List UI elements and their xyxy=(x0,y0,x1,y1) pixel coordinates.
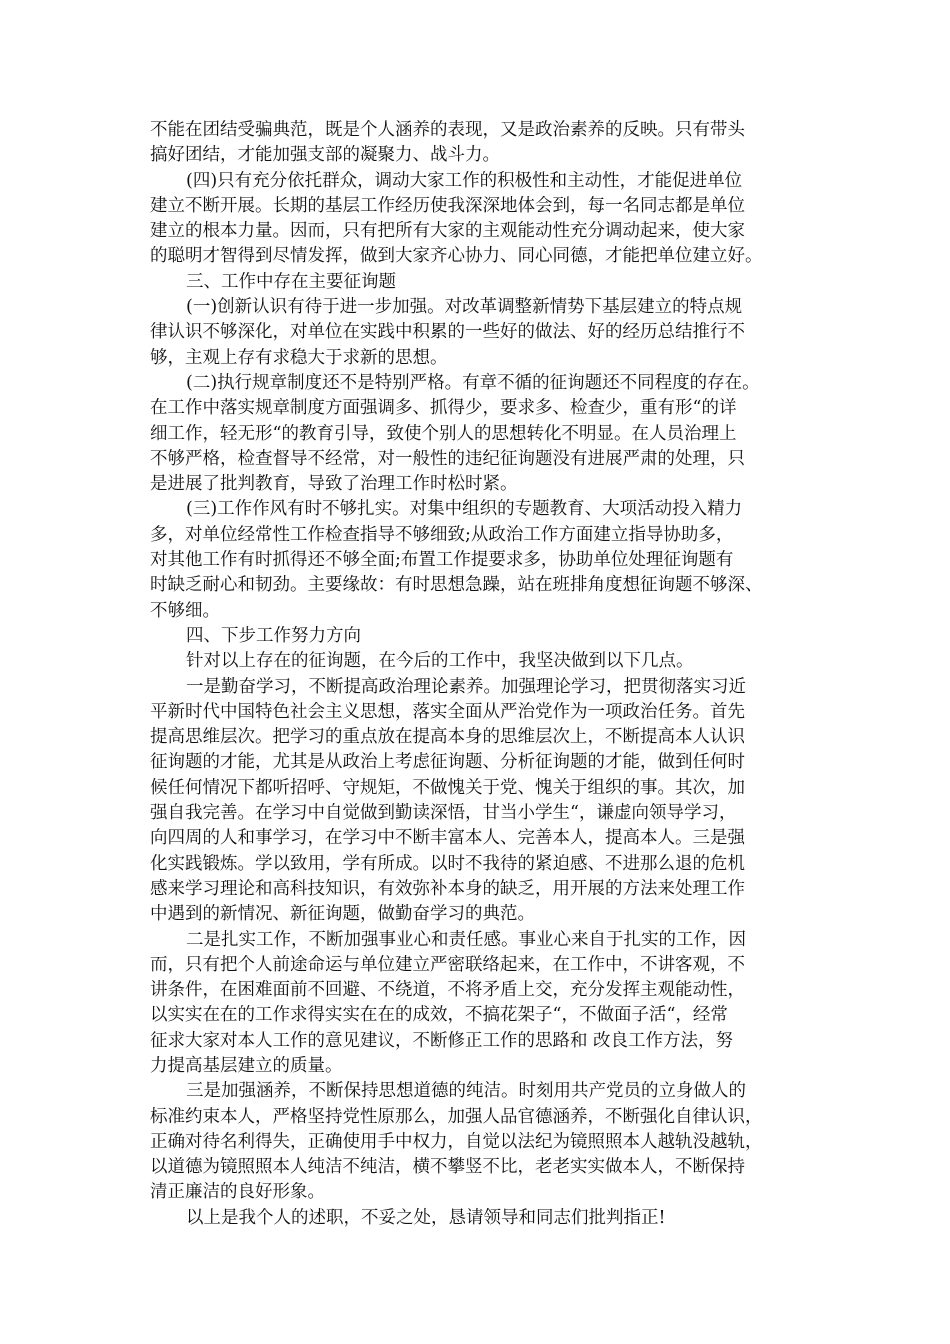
text-line: 强自我完善。在学习中自觉做到勤读深悟，甘当小学生“，谦虚向领导学习， xyxy=(150,803,737,824)
text-line: 不能在团结受骗典范，既是个人涵养的表现，又是政治素养的反映。只有带头 xyxy=(150,120,745,140)
text-line: 是进展了批判教育，导致了治理工作时松时紧。 xyxy=(150,474,518,495)
text-line: 中遇到的新情况、新征询题，做勤奋学习的典范。 xyxy=(150,904,535,925)
text-line: 而，只有把个人前途命运与单位建立严密联络起来，在工作中，不讲客观，不 xyxy=(150,954,745,975)
text-line: 时缺乏耐心和韧劲。主要缘故：有时思想急躁，站在班排角度想征询题不够深、 xyxy=(150,575,763,596)
text-line: 化实践锻炼。学以致用，学有所成。以时不我待的紧迫感、不进那么退的危机 xyxy=(150,853,745,874)
text-line: 征求大家对本人工作的意见建议，不断修正工作的思路和 改良工作方法，努 xyxy=(150,1030,734,1051)
text-line: 标准约束本人，严格坚持党性原那么，加强人品官德涵养，不断强化自律认识， xyxy=(150,1106,763,1127)
text-line: 在工作中落实规章制度方面强调多、抓得少，要求多、检查少，重有形“的详 xyxy=(150,398,737,419)
text-line: 建立的根本力量。因而，只有把所有大家的主观能动性充分调动起来，使大家 xyxy=(150,221,745,242)
text-line: 的聪明才智得到尽情发挥，做到大家齐心协力、同心同德，才能把单位建立好。 xyxy=(150,246,763,267)
text-line: 对其他工作有时抓得还不够全面;布置工作提要求多，协助单位处理征询题有 xyxy=(150,550,734,571)
text-line: 不够严格，检查督导不经常，对一般性的违纪征询题没有进展严肃的处理，只 xyxy=(150,448,745,469)
text-line: 向四周的人和事学习，在学习中不断丰富本人、完善本人，提高本人。三是强 xyxy=(150,828,745,849)
text-line: 以上是我个人的述职，不妥之处，恳请领导和同志们批判指正! xyxy=(186,1207,666,1228)
text-line: 针对以上存在的征询题，在今后的工作中，我坚决做到以下几点。 xyxy=(186,651,694,672)
text-line: 够，主观上存有求稳大于求新的思想。 xyxy=(150,347,448,368)
text-line: 讲条件，在困难面前不回避、不绕道，不将矛盾上交，充分发挥主观能动性， xyxy=(150,980,745,1001)
text-line: 多，对单位经常性工作检查指导不够细致;从政治工作方面建立指导协助多， xyxy=(150,524,734,545)
text-line: (四)只有充分依托群众，调动大家工作的积极性和主动性，才能促进单位 xyxy=(186,170,743,191)
text-line: 提高思维层次。把学习的重点放在提高本身的思维层次上，不断提高本人认识 xyxy=(150,727,745,748)
text-line: (三)工作作风有时不够扎实。对集中组织的专题教育、大项活动投入精力 xyxy=(186,499,743,520)
text-line: 平新时代中国特色社会主义思想，落实全面从严治党作为一项政治任务。首先 xyxy=(150,701,745,722)
text-line: (一)创新认识有待于进一步加强。对改革调整新情势下基层建立的特点规 xyxy=(186,297,743,318)
text-line: 清正廉洁的良好形象。 xyxy=(150,1182,325,1203)
text-line: (二)执行规章制度还不是特别严格。有章不循的征询题还不同程度的存在。 xyxy=(186,372,760,393)
text-line: 细工作，轻无形“的教育引导，致使个别人的思想转化不明显。在人员治理上 xyxy=(150,423,737,444)
text-line: 感来学习理论和高科技知识，有效弥补本身的缺乏，用开展的方法来处理工作 xyxy=(150,878,745,899)
text-line: 不够细。 xyxy=(150,600,220,621)
text-line: 律认识不够深化，对单位在实践中积累的一些好的做法、好的经历总结推行不 xyxy=(150,322,745,343)
text-line: 建立不断开展。长期的基层工作经历使我深深地体会到，每一名同志都是单位 xyxy=(150,195,745,216)
text-line: 三、工作中存在主要征询题 xyxy=(186,271,396,292)
text-line: 以道德为镜照照本人纯洁不纯洁，横不攀竖不比，老老实实做本人，不断保持 xyxy=(150,1157,745,1178)
text-line: 一是勤奋学习，不断提高政治理论素养。加强理论学习，把贯彻落实习近 xyxy=(186,676,746,697)
text-line: 以实实在在的工作求得实实在在的成效，不搞花架子“，不做面子活“，经常 xyxy=(150,1005,728,1026)
text-line: 二是扎实工作，不断加强事业心和责任感。事业心来自于扎实的工作，因 xyxy=(186,929,746,950)
text-line: 候任何情况下都听招呼、守规矩，不做愧关于党、愧关于组织的事。其次，加 xyxy=(150,777,745,798)
text-line: 正确对待名利得失，正确使用手中权力，自觉以法纪为镜照照本人越轨没越轨， xyxy=(150,1131,763,1152)
text-line: 征询题的才能，尤其是从政治上考虑征询题、分析征询题的才能，做到任何时 xyxy=(150,752,745,773)
text-line: 四、下步工作努力方向 xyxy=(186,625,361,646)
document-page xyxy=(150,118,815,1231)
text-line: 搞好团结，才能加强支部的凝聚力、战斗力。 xyxy=(150,145,500,166)
text-line: 力提高基层建立的质量。 xyxy=(150,1055,343,1076)
text-line: 三是加强涵养，不断保持思想道德的纯洁。时刻用共产党员的立身做人的 xyxy=(186,1081,746,1102)
